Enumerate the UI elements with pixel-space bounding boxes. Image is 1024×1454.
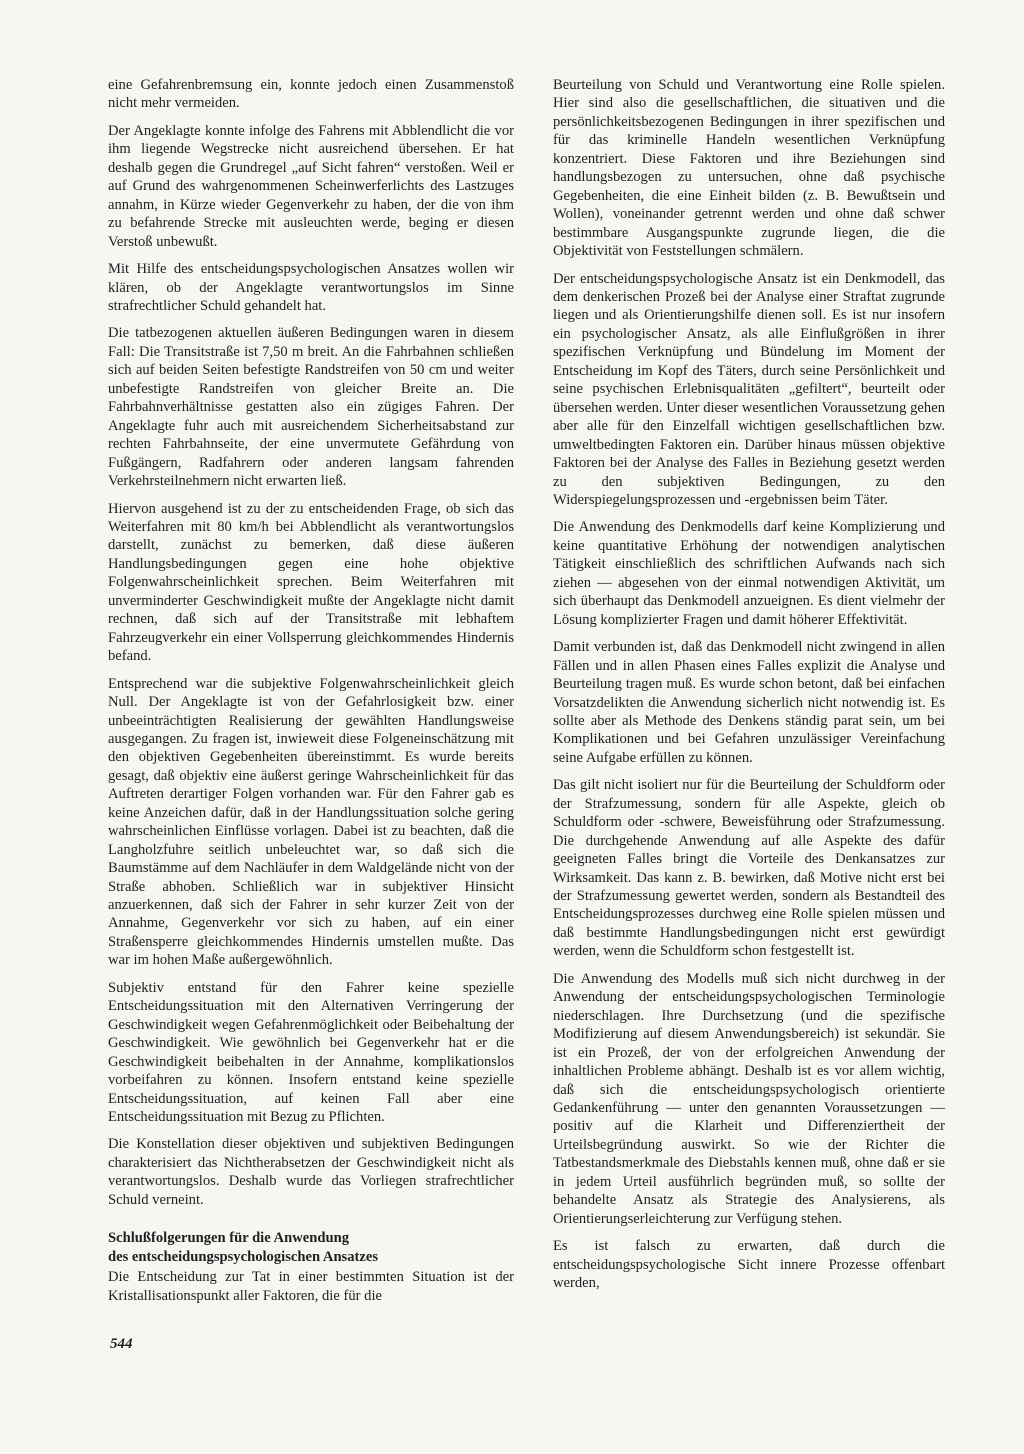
paragraph: Subjektiv entstand für den Fahrer keine spezielle Entscheidungssituation mit den Alternativen Verringerung der Geschwindigkeit wegen Gefahrenmöglichkeit oder Beibehaltung der Geschwindigkeit. Wie gewöhnlich bei Gegenverkehr hat er die Geschwindigkeit beibehalten in der Annahme, komplikationslos vorbeifahren zu können. Insofern entstand keine spezielle Entscheidungssituation, auf keinen Fall aber eine Entscheidungssituation mit Bezug zu Pflichten.	[108, 979, 514, 1126]
paragraph: Damit verbunden ist, daß das Denkmodell nicht zwingend in allen Fällen und in allen Phasen eines Falles explizit die Analyse und Beurteilung tragen muß. Es wurde schon betont, daß bei einfachen Vorsatzdelikten die Anwendung sicherlich nicht notwendig ist. Es sollte aber als Methode des Denkens ständig parat sein, um bei Komplikationen und bei Gefahren unzulässiger Vereinfachung seine Aufgabe erfüllen zu können.	[553, 639, 945, 766]
section-heading-line-2: des entscheidungspsychologischen Ansatzes	[108, 1248, 379, 1265]
page-number: 544	[110, 1336, 133, 1352]
right-column	[553, 76, 945, 1302]
paragraph: Die Konstellation dieser objektiven und subjektiven Bedingungen charakterisiert das Nichtherabsetzen der Geschwindigkeit nicht als verantwortungslos. Deshalb wurde das Vorliegen strafrechtlicher Schuld verneint.	[108, 1136, 514, 1208]
paragraph: Das gilt nicht isoliert nur für die Beurteilung der Schuldform oder der Strafzumessung, sondern für alle Aspekte, gleich ob Schuldform oder -schwere, Beweisführung oder Strafzumessung. Die durchgehende Anwendung auf alle Aspekte des dafür geeigneten Falles bringt die Vorteile des Denkansatzes zur Wirksamkeit. Das kann z. B. bewirken, daß Motive nicht erst bei der Strafzumessung gewertet werden, sondern als Bestandteil des Entscheidungsprozesses durchweg eine Rolle spielen müssen und daß bestimmte Handlungsbedingungen nicht erst gewürdigt werden, wenn die Schuldform schon festgestellt ist.	[553, 777, 945, 960]
paragraph: Hiervon ausgehend ist zu der zu entscheidenden Frage, ob sich das Weiterfahren mit 80 km/h bei Abblendlicht als verantwortungslos darstellt, zunächst zu bemerken, daß diese äußeren Handlungsbedingungen gegen eine hohe objektive Folgenwahrscheinlichkeit sprechen. Beim Weiterfahren mit unverminderter Geschwindigkeit mußte der Angeklagte nicht damit rechnen, daß sich auf der Transitstraße mit lebhaftem Fahrzeugverkehr ein einer Vollsperrung gleichkommendes Hindernis befand.	[108, 500, 514, 665]
paragraph: Entsprechend war die subjektive Folgenwahrscheinlichkeit gleich Null. Der Angeklagte ist von der Gefahrlosigkeit bzw. einer unbeeinträchtigten Realisierung der gewählten Handlungsweise ausgegangen. Zu fragen ist, inwieweit diese Folgeneinschätzung mit den objektiven Gegebenheiten übereinstimmt. Es wurde bereits gesagt, daß objektiv eine äußerst geringe Wahrscheinlichkeit für das Auftreten derartiger Folgen vorhanden war. Für den Fahrer gab es keine Anzeichen dafür, daß in der Handlungssituation solche gering wahrscheinlichen Einflüsse vorlagen. Dabei ist zu beachten, daß die Langholzfuhre seitlich unbeleuchtet war, so daß sich die Baumstämme auf dem Nachläufer in dem Waldgelände nicht von der Straße abhoben. Schließlich war in subjektiver Hinsicht anzuerkennen, daß sich der Fahrer in sehr kurzer Zeit von der Annahme, Gegenverkehr vor sich zu haben, auf ein einer Straßensperre gleichkommendes Hindernis umstellen mußte. Das war im hohen Maße außergewöhnlich.	[108, 675, 514, 969]
paragraph: Der Angeklagte konnte infolge des Fahrens mit Abblendlicht die vor ihm liegende Wegstrecke nicht ausreichend übersehen. Er hat deshalb gegen die Grundregel „auf Sicht fahren“ verstoßen. Weil er auf Grund des wahrgenommenen Scheinwerferlichts des Lastzuges annahm, in Kürze wieder Gegenverkehr zu haben, der die von ihm zu befahrende Strecke mit ausleuchten werde, beging er diesen Verstoß unbewußt.	[108, 122, 514, 250]
section-heading	[108, 1229, 514, 1266]
left-column	[108, 76, 514, 1314]
paragraph: Der entscheidungspsychologische Ansatz ist ein Denkmodell, das dem denkerischen Prozeß bei der Analyse einer Straftat zugrunde liegen und als Orientierungshilfe dienen soll. Es ist nur insofern ein psychologischer Ansatz, als alle Einflußgrößen in ihrer spezifischen Verknüpfung und Bündelung im Moment der Entscheidung im Kopf des Täters, durch seine Persönlichkeit und seine psychischen Erlebnisqualitäten „gefiltert“, beurteilt oder übersehen werden. Unter dieser wesentlichen Voraussetzung gehen aber alle für den Einzelfall wichtigen gesellschaftlichen bzw. umweltbedingten Faktoren ein. Darüber hinaus müssen objektive Faktoren bei der Analyse des Falles in Beziehung gesetzt werden zu den subjektiven Bedingungen, zu den Widerspiegelungsprozessen und -ergebnissen beim Täter.	[553, 270, 945, 508]
paragraph: Mit Hilfe des entscheidungspsychologischen Ansatzes wollen wir klären, ob der Angeklagte verantwortungslos im Sinne strafrechtlicher Schuld gehandelt hat.	[108, 261, 514, 314]
paragraph: Es ist falsch zu erwarten, daß durch die entscheidungspsychologische Sicht innere Prozesse offenbart werden,	[553, 1238, 945, 1292]
paragraph: Beurteilung von Schuld und Verantwortung eine Rolle spielen. Hier sind also die gesellschaftlichen, die situativen und die persönlichkeitsbezogenen Bedingungen in ihrer spezifischen und für das kriminelle Handeln wesentlichen Verknüpfung konzentriert. Diese Faktoren und ihre Beziehungen sind handlungsbezogen zu untersuchen, ohne daß psychische Gegebenheiten, die eine Einheit bilden (z. B. Bewußtsein und Wollen), voneinander getrennt werden und ohne daß schwer bestimmbare Ausgangspunkte zugrunde liegen, die die Objektivität von Feststellungen schmälern.	[553, 77, 945, 260]
paragraph: Die Entscheidung zur Tat in einer bestimmten Situation ist der Kristallisationspunkt aller Faktoren, die für die	[108, 1269, 514, 1304]
section-heading-line-1: Schlußfolgerungen für die Anwendung	[108, 1230, 349, 1247]
paragraph: eine Gefahrenbremsung ein, konnte jedoch einen Zusammenstoß nicht mehr vermeiden.	[108, 77, 514, 112]
paragraph: Die Anwendung des Modells muß sich nicht durchweg in der Anwendung der entscheidungspsychologischen Terminologie niederschlagen. Ihre Durchsetzung (und die spezifische Modifizierung auf diesem Anwendungsbereich) ist sekundär. Sie ist ein Prozeß, der von der erfolgreichen Anwendung der inhaltlichen Probleme abhängt. Deshalb ist es vor allem wichtig, daß sich die entscheidungspsychologisch orientierte Gedankenführung — unter den genannten Voraussetzungen — positiv auf die Klarheit und Differenziertheit der Urteilsbegründung auswirkt. So wie der Richter die Tatbestandsmerkmale des Diebstahls kennen muß, ohne daß er sie in jedem Urteil ausführlich begründen muß, so sollte der behandelte Ansatz als Strategie des Analysierens, als Orientierungserleichterung zur Verfügung stehen.	[553, 970, 945, 1227]
paragraph: Die tatbezogenen aktuellen äußeren Bedingungen waren in diesem Fall: Die Transitstraße ist 7,50 m breit. An die Fahrbahnen schließen sich auf beiden Seiten befestigte Randstreifen von 50 cm und weiter unbefestigte Randstreifen von gleicher Breite an. Die Fahrbahnverhältnisse gestatten also ein zügiges Fahren. Der Angeklagte fuhr auch mit ausreichendem Sicherheitsabstand zur rechten Fahrbahnseite, der eine unvermutete Gefährdung von Fußgängern, Radfahrern oder anderen langsam fahrenden Verkehrsteilnehmern nicht erwarten ließ.	[108, 325, 514, 490]
paragraph: Die Anwendung des Denkmodells darf keine Komplizierung und keine quantitative Erhöhung der notwendigen analytischen Tätigkeit einschließlich des schriftlichen Aufwands nach sich ziehen — abgesehen von der einmal notwendigen Aktivität, um sich überhaupt das Denkmodell anzueignen. Es dient vielmehr der Lösung komplizierter Fragen und damit höherer Effektivität.	[553, 519, 945, 628]
